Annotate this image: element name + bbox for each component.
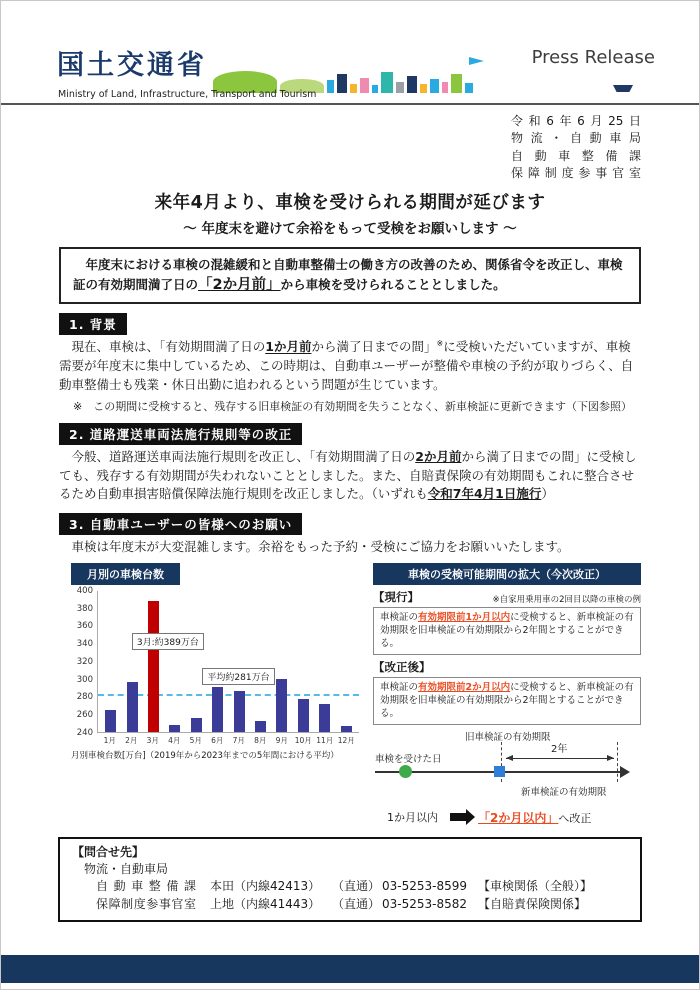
bar-7月 bbox=[234, 691, 245, 731]
building-shape bbox=[465, 83, 473, 93]
x-tick-label: 3月 bbox=[146, 735, 159, 745]
revised-row bbox=[373, 659, 641, 675]
text-segment: から満了日までの間」 bbox=[311, 339, 437, 355]
section-3-heading: 3. 自動車ユーザーの皆様へのお願い bbox=[59, 513, 302, 535]
section-1-paragraph bbox=[59, 338, 641, 394]
contact-scope: 【車検関係（全般）】 bbox=[478, 879, 593, 894]
text-segment: ） bbox=[541, 486, 554, 502]
office-name: 保障制度参事官室 bbox=[511, 166, 641, 181]
y-tick-label: 340 bbox=[76, 639, 93, 650]
timeline-diagram bbox=[373, 729, 641, 829]
release-date: 令和6年6月25日 bbox=[511, 114, 641, 128]
section-3-heading-wrap bbox=[59, 513, 699, 535]
contact-row bbox=[96, 878, 628, 895]
before-period-label: 1か月以内 bbox=[387, 811, 438, 825]
section-1-heading: 1. 背景 bbox=[59, 313, 127, 335]
chart-body bbox=[71, 585, 359, 738]
contact-heading: 【問合せ先】 bbox=[72, 844, 145, 859]
chart-title-wrap bbox=[71, 563, 359, 585]
ministry-name-english: Ministry of Land, Infrastructure, Transport and Tourism bbox=[58, 89, 317, 100]
building-shape bbox=[420, 84, 427, 93]
text-segment: 今般、道路運送車両法施行規則を改正し、「有効期間満了日の bbox=[71, 448, 416, 464]
section-1-heading-wrap bbox=[59, 313, 699, 335]
press-release-label: Press Release bbox=[531, 47, 655, 68]
contact-dept: 自動車整備課 bbox=[96, 879, 196, 894]
key-phrase-enforcement-date: 令和7年4月1日施行 bbox=[427, 486, 542, 502]
text-segment: に受検すると、新車検証の有効期限を旧車検証の有効期限から2年間とすることができる。 bbox=[380, 611, 634, 650]
text-segment: 車検証の bbox=[380, 611, 419, 623]
key-phrase-one-month: 1か月前 bbox=[265, 339, 312, 355]
bar-1月 bbox=[105, 710, 116, 732]
building-shape bbox=[442, 82, 448, 93]
airplane-icon bbox=[469, 57, 484, 65]
reference-mark: ※ bbox=[436, 339, 444, 349]
issuer-block bbox=[511, 113, 641, 183]
after-period-wrap bbox=[478, 809, 591, 826]
x-tick-label: 4月 bbox=[168, 735, 181, 745]
x-tick-label: 10月 bbox=[294, 735, 312, 745]
inspection-day-label: 車検を受けた日 bbox=[375, 753, 442, 765]
x-tick-label: 8月 bbox=[254, 735, 267, 745]
x-tick-label: 6月 bbox=[211, 735, 224, 745]
document-header bbox=[1, 1, 699, 105]
section-2-heading-wrap bbox=[59, 423, 699, 445]
summary-lead: 年度末における車検の混雑緩和と自動車整備士の働き方の改善のため、関係省令を改正し、車検証の有効期間満了日の bbox=[73, 256, 623, 292]
revision-note-row bbox=[387, 809, 591, 826]
contact-scope: 【自賠責保険関係】 bbox=[478, 896, 587, 911]
division-name: 自動車整備課 bbox=[511, 148, 641, 163]
y-tick-label: 300 bbox=[76, 674, 93, 685]
section-2-heading: 2. 道路運送車両法施行規則等の改正 bbox=[59, 423, 302, 445]
arrow-right-icon bbox=[450, 813, 466, 821]
monthly-inspections-chart bbox=[71, 563, 359, 761]
x-tick-label: 1月 bbox=[103, 735, 116, 745]
inspection-day-dot bbox=[399, 765, 412, 778]
x-axis bbox=[97, 733, 359, 746]
x-tick-label: 7月 bbox=[232, 735, 245, 745]
x-tick-label: 11月 bbox=[316, 735, 334, 745]
bar-2月 bbox=[127, 682, 138, 731]
text-segment: から満了日までの間」に受検しても、残存する有効期間が失われないこととしました。また、自賠責保険の有効期間もこれに整合させるため自動車損害賠償保障法施行規則を改正しました。（いずれも bbox=[59, 448, 637, 502]
revised-rule-box bbox=[373, 677, 641, 725]
current-rule-box bbox=[373, 607, 641, 655]
current-label: 【現行】 bbox=[373, 589, 419, 604]
inspection-period-panel bbox=[373, 563, 641, 829]
building-shape bbox=[360, 78, 369, 93]
new-expiry-label: 新車検証の有効期限 bbox=[521, 786, 607, 798]
contact-phone: 03-5253-8599 bbox=[382, 879, 468, 894]
after-period-label: 「2か月以内」 bbox=[478, 810, 559, 825]
figures-row bbox=[71, 563, 641, 829]
contact-bureau: 物流・自動車局 bbox=[84, 861, 169, 876]
bar-plot bbox=[97, 591, 359, 733]
old-expiry-label: 旧車検証の有効期限 bbox=[465, 731, 551, 743]
x-tick-label: 5月 bbox=[189, 735, 202, 745]
page-subtitle: ～ 年度末を避けて余裕をもって受検をお願いします ～ bbox=[183, 220, 517, 237]
y-tick-label: 360 bbox=[76, 621, 93, 632]
summary-key-text: 「2か月前」 bbox=[198, 276, 281, 293]
march-annotation: 3月:約389万台 bbox=[132, 633, 204, 650]
summary-box bbox=[59, 247, 641, 305]
section-2-paragraph bbox=[59, 448, 641, 504]
revised-key-period: 有効期限前2か月以内 bbox=[418, 681, 511, 693]
bar-12月 bbox=[341, 726, 352, 731]
text-segment: 現在、車検は、「有効期間満了日の bbox=[71, 339, 266, 355]
y-tick-label: 240 bbox=[76, 727, 93, 738]
bar-8月 bbox=[255, 721, 266, 732]
contact-box bbox=[58, 837, 642, 923]
footer-bar bbox=[1, 955, 699, 983]
y-axis bbox=[71, 585, 97, 738]
x-tick-label: 9月 bbox=[275, 735, 288, 745]
two-years-label: 2年 bbox=[551, 743, 568, 755]
y-tick-label: 260 bbox=[76, 710, 93, 721]
example-note: ※自家用乗用車の2回目以降の車検の例 bbox=[492, 594, 641, 605]
new-expiry-dashed-line bbox=[617, 742, 618, 782]
chart-title: 月別の車検台数 bbox=[71, 563, 180, 585]
key-phrase-two-months: 2か月前 bbox=[415, 448, 462, 464]
bar-3月 bbox=[148, 601, 159, 732]
old-expiry-marker bbox=[494, 766, 505, 777]
panel-title: 車検の受検可能期間の拡大（今次改正） bbox=[373, 563, 641, 585]
y-tick-label: 320 bbox=[76, 656, 93, 667]
text-segment: に受検いただいていますが、車検需要が年度末に集中しているため、この時期は、自動車ユーザーが整備や車検の予約が取りづらく、自動車整備士も残業・休日出勤に追われるという問題が生じています。 bbox=[59, 339, 634, 393]
building-shape bbox=[451, 74, 462, 93]
building-shape bbox=[327, 80, 334, 93]
chart-caption: 月別車検台数[万台]（2019年から2023年までの5年間における平均） bbox=[71, 750, 339, 761]
section-3-paragraph: 車検は年度末が大変混雑します。余裕をもった予約・受検にご協力をお願いいたします。 bbox=[71, 539, 570, 555]
contact-dept: 保障制度参事官室 bbox=[96, 896, 196, 911]
current-row bbox=[373, 589, 641, 605]
building-shape bbox=[372, 85, 378, 93]
text-segment: 車検証の bbox=[380, 681, 419, 693]
revised-label: 【改正後】 bbox=[373, 659, 431, 674]
building-shape bbox=[430, 79, 439, 93]
current-key-period: 有効期限前1か月以内 bbox=[418, 611, 511, 623]
ministry-logo-text: 国土交通省 bbox=[57, 50, 207, 81]
after-tail-label: へ改正 bbox=[558, 811, 592, 825]
bureau-name: 物流・自動車局 bbox=[511, 131, 641, 146]
contact-phone: 03-5253-8582 bbox=[382, 896, 468, 911]
ship-icon bbox=[613, 85, 633, 92]
contact-direct-label: （直通） bbox=[332, 896, 381, 911]
two-years-span-arrow bbox=[506, 758, 614, 759]
building-shape bbox=[350, 84, 357, 93]
building-shape bbox=[337, 74, 347, 93]
bar-9月 bbox=[276, 679, 287, 732]
bar-11月 bbox=[319, 704, 330, 731]
bar-4月 bbox=[169, 725, 180, 732]
contact-row bbox=[96, 896, 628, 913]
bar-10月 bbox=[298, 699, 309, 732]
bar-6月 bbox=[212, 687, 223, 732]
y-tick-label: 380 bbox=[76, 603, 93, 614]
text-segment: に受検すると、新車検証の有効期限を旧車検証の有効期限から2年間とすることができる。 bbox=[380, 681, 634, 720]
contact-direct-label: （直通） bbox=[332, 879, 381, 894]
x-tick-label: 12月 bbox=[337, 735, 355, 745]
average-annotation: 平均約281万台 bbox=[202, 668, 274, 685]
y-tick-label: 400 bbox=[76, 585, 93, 596]
building-shape bbox=[407, 76, 417, 93]
building-shape bbox=[396, 82, 404, 93]
y-tick-label: 280 bbox=[76, 692, 93, 703]
summary-tail: から車検を受けられることとしました。 bbox=[280, 276, 506, 292]
contact-person: 本田（内線42413） bbox=[210, 879, 321, 894]
section-1-note: ※ この期間に受検すると、残存する旧車検証の有効期間を失うことなく、新車検証に更新できます（下図参照） bbox=[73, 399, 632, 413]
page-title: 来年4月より、車検を受けられる期間が延びます bbox=[154, 192, 546, 213]
contact-person: 上地（内線41443） bbox=[210, 896, 321, 911]
building-shape bbox=[381, 72, 393, 93]
bar-5月 bbox=[191, 718, 202, 732]
x-tick-label: 2月 bbox=[125, 735, 138, 745]
